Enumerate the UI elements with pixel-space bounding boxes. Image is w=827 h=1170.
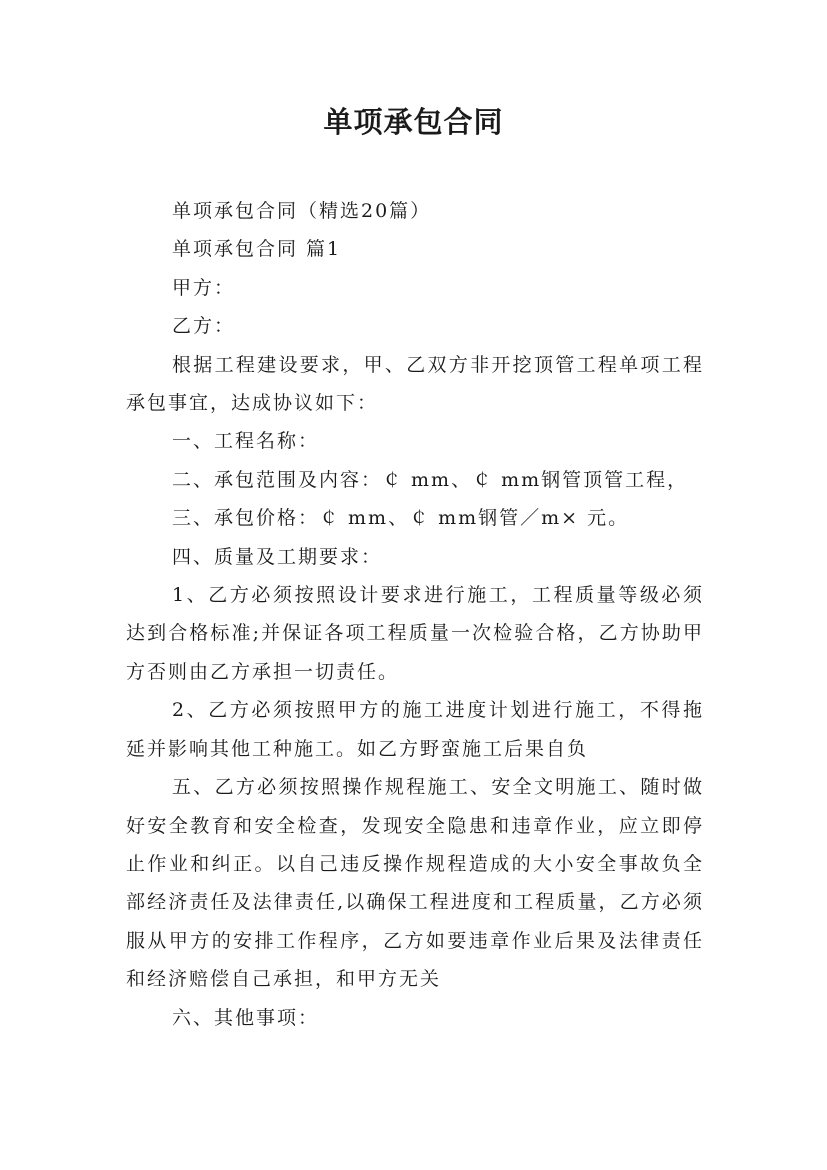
paragraph-scope: 二、承包范围及内容：￠ mm、￠ mm钢管顶管工程， xyxy=(172,468,689,491)
paragraph-party-b: 乙方： xyxy=(172,315,236,338)
paragraph-other-matters: 六、其他事项： xyxy=(172,1006,320,1029)
paragraph-quality-item-1: 1、乙方必须按照设计要求进行施工，工程质量等级必须达到合格标准;并保证各项工程质量一次检验合格，乙方协助甲方否则由乙方承担一切责任。 xyxy=(126,584,704,683)
paragraph-section-heading: 单项承包合同 篇1 xyxy=(172,238,342,261)
paragraph-safety: 五、乙方必须按照操作规程施工、安全文明施工、随时做好安全教育和安全检查，发现安全隐患和违章作业，应立即停止作业和纠正。以自己违反操作规程造成的大小安全事故负全部经济责任及法律责任,以确保工程进度和工程质量，乙方必须服从甲方的安排工作程序，乙方如要违章作业后果及法律责任和经济赔偿自己承担，和甲方无关 xyxy=(126,776,704,991)
paragraph-subtitle: 单项承包合同（精选20篇） xyxy=(172,200,432,222)
paragraph-quality-item-2: 2、乙方必须按照甲方的施工进度计划进行施工，不得拖延并影响其他工种施工。如乙方野蛮施工后果自负 xyxy=(126,699,704,760)
document-body xyxy=(126,192,704,1037)
paragraph-price: 三、承包价格：￠ mm、￠ mm钢管／m× 元。 xyxy=(172,507,630,530)
paragraph-preamble: 根据工程建设要求，甲、乙双方非开挖顶管工程单项工程承包事宜，达成协议如下： xyxy=(126,353,704,415)
paragraph-project-name: 一、工程名称： xyxy=(172,430,320,453)
paragraph-party-a: 甲方： xyxy=(172,276,236,299)
paragraph-quality-heading: 四、质量及工期要求： xyxy=(172,545,383,568)
document-title: 单项承包合同 xyxy=(323,105,504,139)
